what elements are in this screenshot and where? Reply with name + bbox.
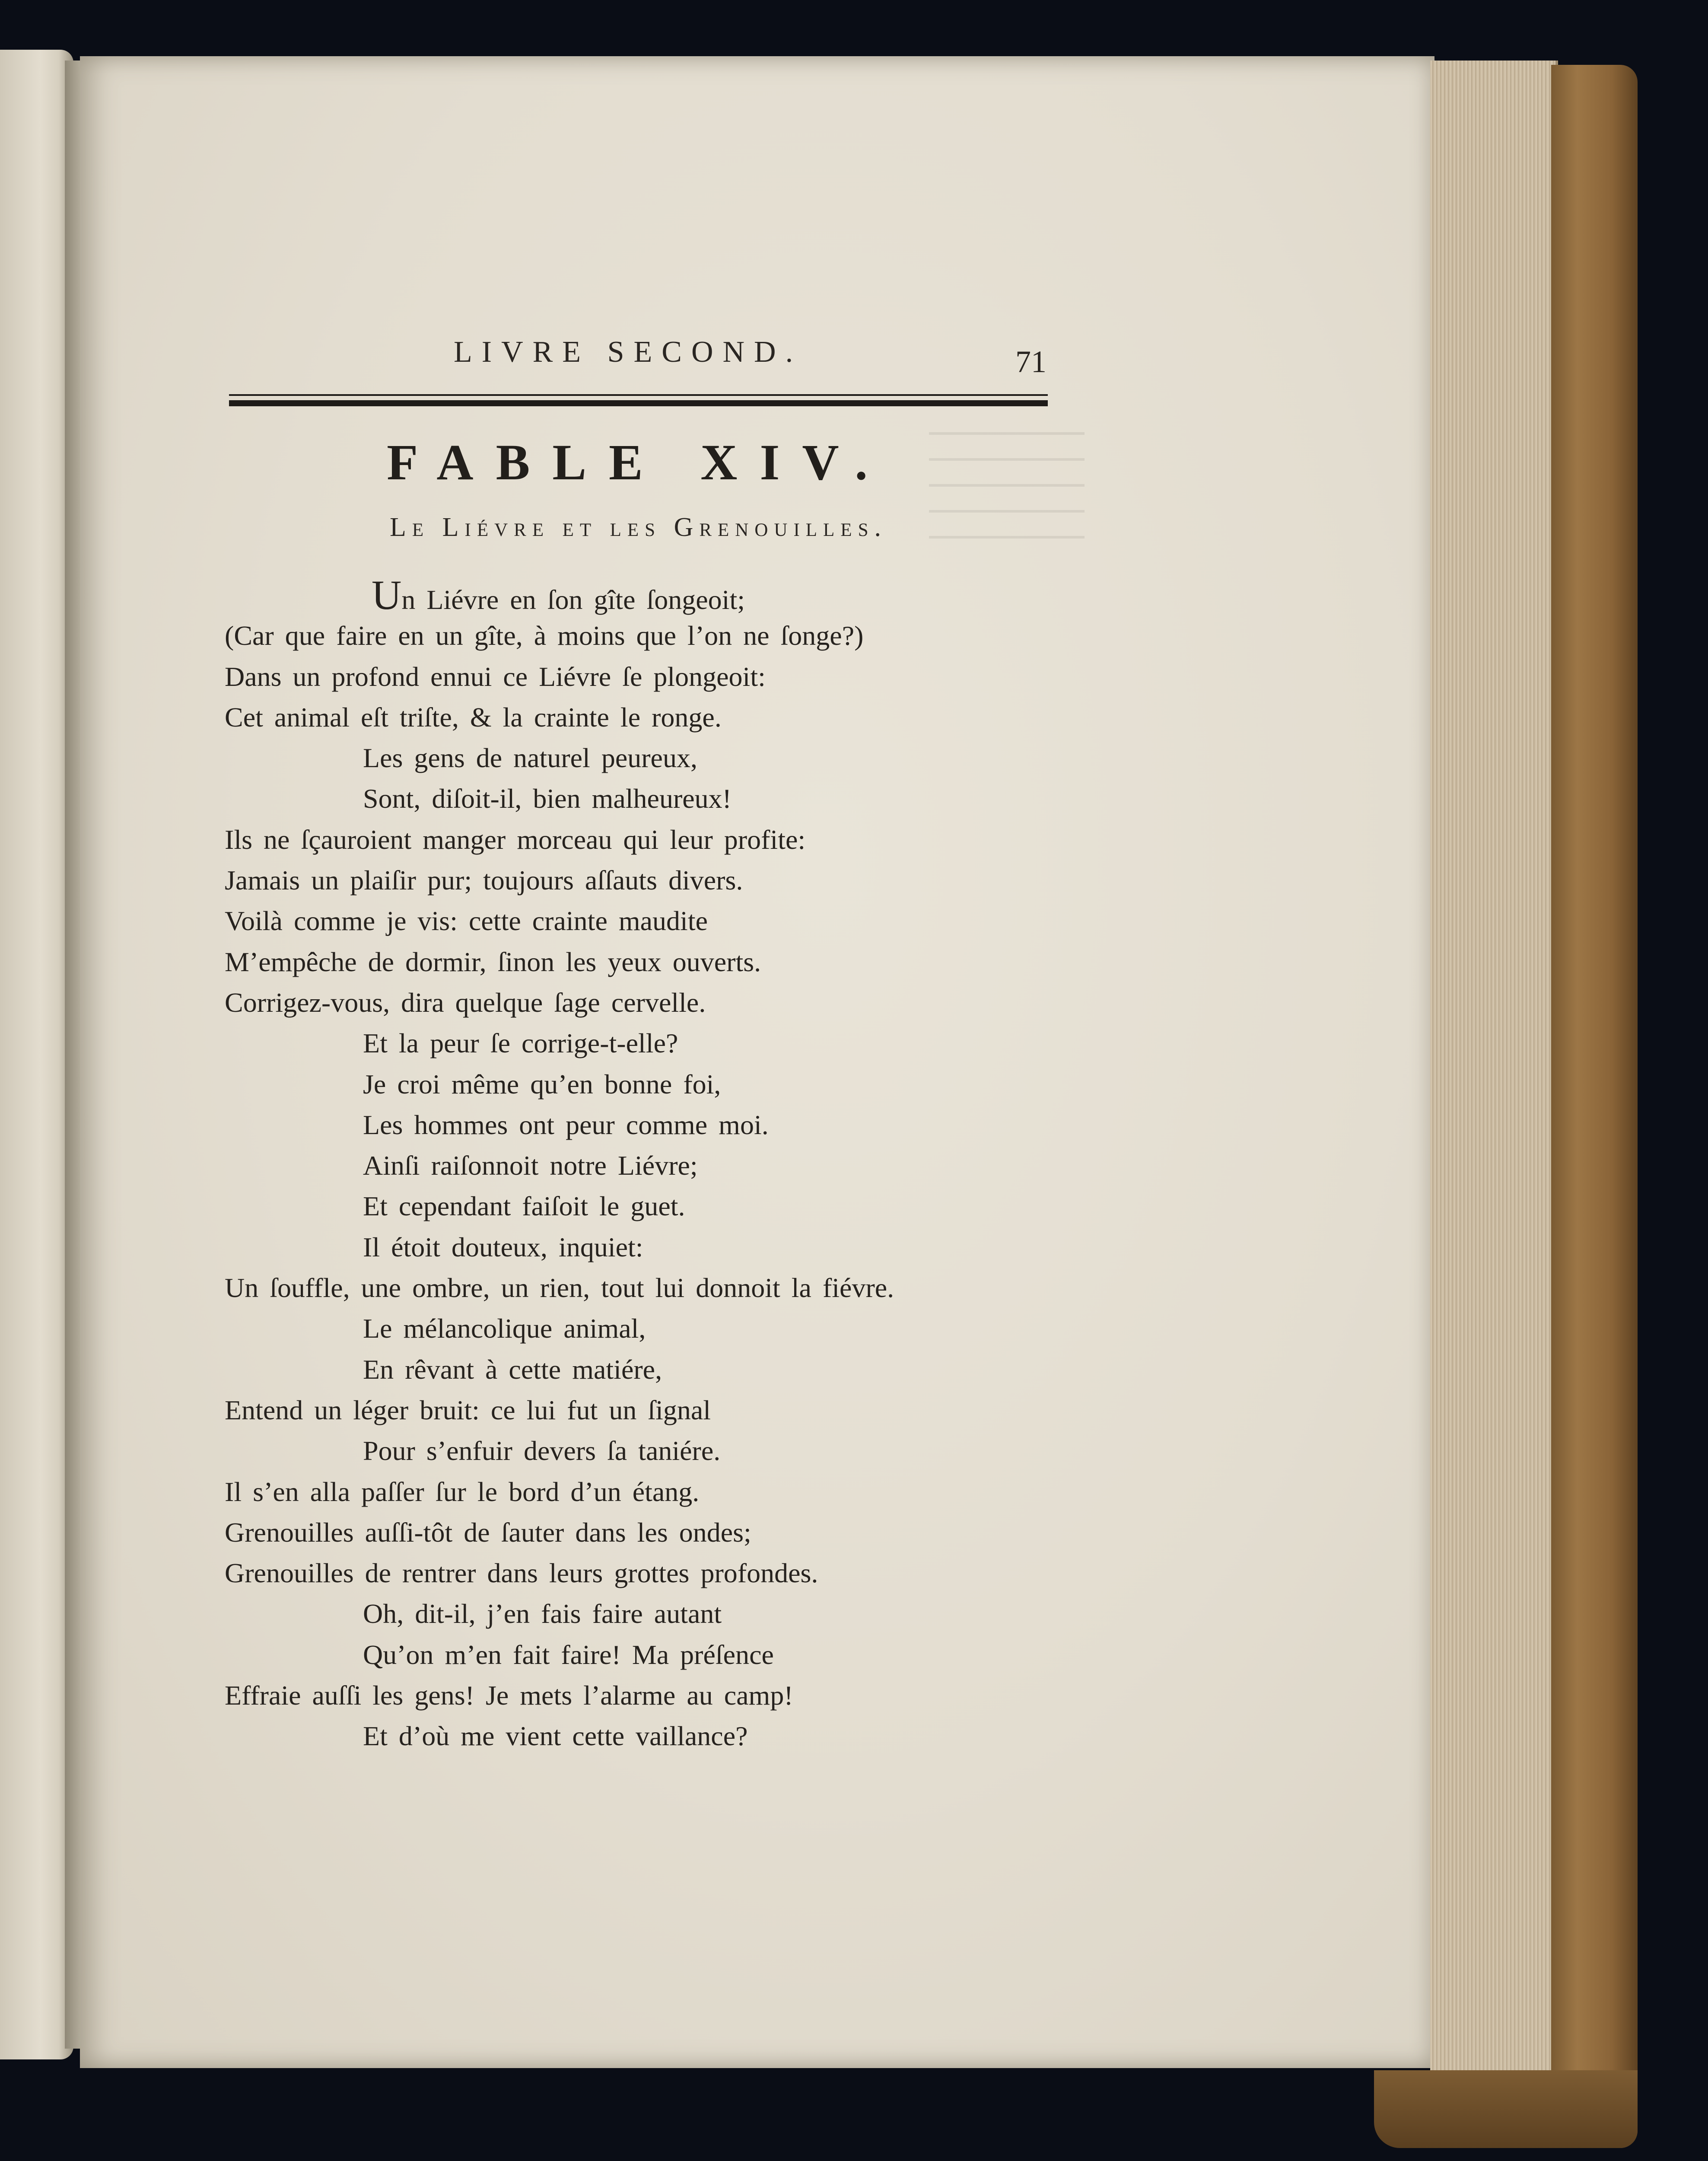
page-number: 71 [1015,344,1046,379]
leather-cover [1551,65,1638,2148]
fable-subtitle: Le Liévre et les Grenouilles. [390,513,887,542]
poem-line: Effraie auſſi les gens! Je mets l’alarme au camp! [225,1680,793,1711]
poem-line: Grenouilles de rentrer dans leurs grottes profondes. [225,1558,818,1589]
rule-thin [229,394,1048,396]
leather-cover-bottom [1374,2070,1638,2148]
poem-line: Il s’en alla paſſer ſur le bord d’un étang. [225,1476,700,1507]
poem-line: Corrigez-vous, dira quelque ſage cervelle. [225,987,706,1018]
poem-line: En rêvant à cette matiére, [363,1354,662,1385]
poem-body [225,572,1089,1757]
poem-line: Ils ne ſçauroient manger morceau qui leur profite: [225,824,806,855]
poem-line: Et d’où me vient cette vaillance? [363,1721,748,1752]
poem-line: Ainſi raiſonnoit notre Liévre; [363,1150,698,1181]
header-double-rule [229,394,1048,411]
page-block-edges [1430,61,1558,2075]
rule-thick [229,400,1048,406]
poem-line: Je croi même qu’en bonne foi, [363,1068,721,1100]
poem-line: (Car que faire en un gîte, à moins que l’on ne ſonge?) [225,620,864,651]
poem-line: M’empêche de dormir, ſinon les yeux ouverts. [225,946,761,977]
poem-line: Pour s’enfuir devers ſa taniére. [363,1435,721,1466]
running-title: LIVRE SECOND. [454,335,803,369]
poem-line: Sont, diſoit-il, bien malheureux! [363,783,732,814]
poem-line: Le mélancolique animal, [363,1313,646,1344]
poem-line: Les gens de naturel peureux, [363,743,697,774]
drop-cap: U [372,572,402,618]
fable-title: FABLE XIV. [387,434,890,491]
poem-line: Dans un profond ennui ce Liévre ſe plongeoit: [225,661,766,692]
running-head [229,333,1050,380]
poem-line: Il étoit douteux, inquiet: [363,1231,643,1262]
poem-line: Entend un léger bruit: ce lui fut un ſignal [225,1394,711,1425]
poem-line-first [225,572,1089,618]
poem-line: Voilà comme je vis: cette crainte maudite [225,905,708,937]
poem-line: Et cependant faiſoit le guet. [363,1191,685,1222]
first-line-text: n Liévre en ſon gîte ſongeoit; [401,584,745,615]
left-page-edge [0,50,73,2059]
poem-line: Les hommes ont peur comme moi. [363,1109,769,1140]
poem-line: Jamais un plaiſir pur; toujours aſſauts divers. [225,865,743,896]
poem-line: Oh, dit-il, j’en fais faire autant [363,1598,722,1629]
poem-line: Cet animal eſt triſte, & la crainte le ronge. [225,701,722,733]
poem-line: Un ſouffle, une ombre, un rien, tout lui donnoit la fiévre. [225,1272,894,1304]
poem-line: Qu’on m’en fait faire! Ma préſence [363,1639,774,1670]
poem-line: Grenouilles auſſi-tôt de ſauter dans les ondes; [225,1517,751,1548]
poem-line: Et la peur ſe corrige-t-elle? [363,1028,678,1059]
